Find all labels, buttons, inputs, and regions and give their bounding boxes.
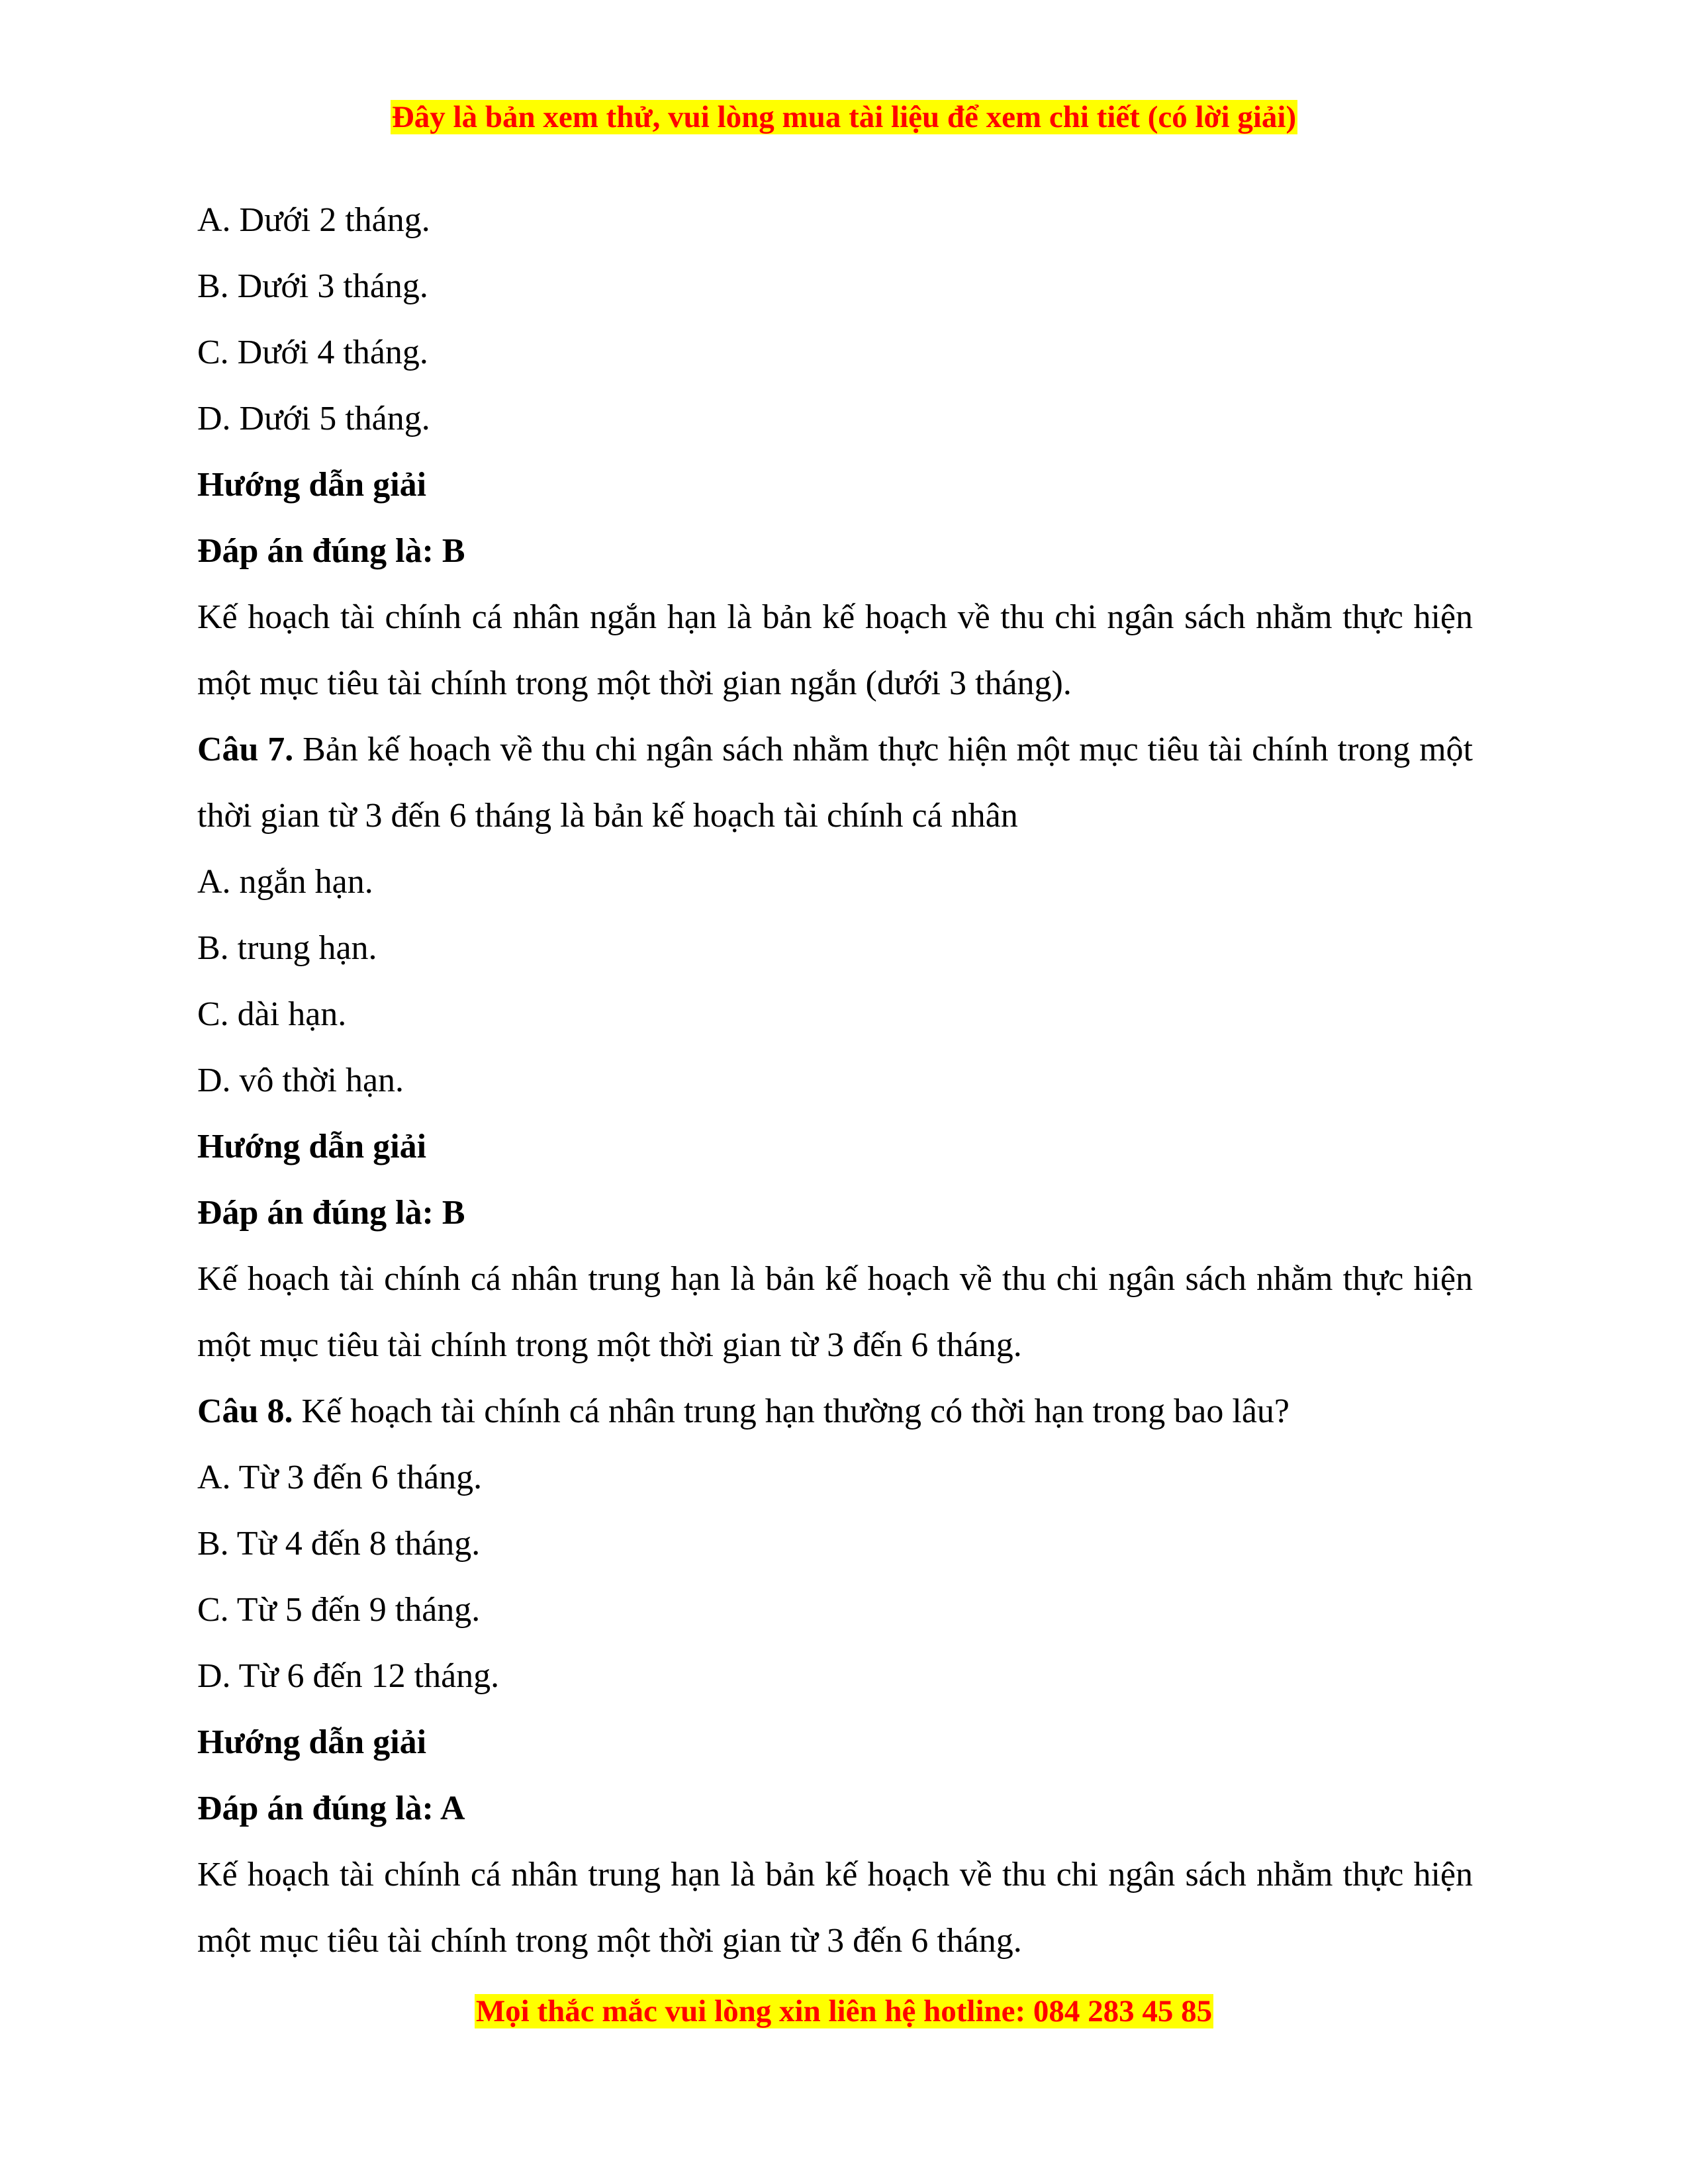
question-label: Câu 8.	[197, 1392, 293, 1430]
question-text	[197, 1379, 1473, 1445]
question-8-block	[197, 1379, 1473, 1974]
document-body	[197, 187, 1473, 1974]
explanation: Kế hoạch tài chính cá nhân ngắn hạn là bản kế hoạch về thu chi ngân sách nhằm thực hiện một mục tiêu tài chính trong một thời gian ngắn (dưới 3 tháng).	[197, 598, 1473, 702]
option-b: B. Dưới 3 tháng.	[197, 267, 428, 305]
question-stem: Bản kế hoạch về thu chi ngân sách nhằm thực hiện một mục tiêu tài chính trong một thời gian từ 3 đến 6 tháng là bản kế hoạch tài chính cá nhân	[197, 731, 1473, 835]
guide-heading: Hướng dẫn giải	[197, 1723, 427, 1761]
preview-notice-text: Đây là bản xem thử, vui lòng mua tài liệu để xem chi tiết (có lời giải)	[391, 100, 1297, 134]
option-d: D. Từ 6 đến 12 tháng.	[197, 1657, 500, 1695]
correct-answer: Đáp án đúng là: A	[197, 1790, 465, 1827]
preview-notice-banner	[0, 99, 1688, 135]
explanation: Kế hoạch tài chính cá nhân trung hạn là bản kế hoạch về thu chi ngân sách nhằm thực hiện một mục tiêu tài chính trong một thời gian từ 3 đến 6 tháng.	[197, 1856, 1473, 1960]
question-label: Câu 7.	[197, 731, 294, 768]
option-a: A. Từ 3 đến 6 tháng.	[197, 1459, 483, 1496]
explanation: Kế hoạch tài chính cá nhân trung hạn là bản kế hoạch về thu chi ngân sách nhằm thực hiện một mục tiêu tài chính trong một thời gian từ 3 đến 6 tháng.	[197, 1260, 1473, 1364]
hotline-notice-text: Mọi thắc mắc vui lòng xin liên hệ hotline: 084 283 45 85	[475, 1994, 1213, 2028]
option-a: A. Dưới 2 tháng.	[197, 201, 430, 239]
option-d: D. Dưới 5 tháng.	[197, 400, 430, 437]
question-stem: Kế hoạch tài chính cá nhân trung hạn thường có thời hạn trong bao lâu?	[293, 1392, 1289, 1430]
hotline-notice-banner	[0, 1993, 1688, 2029]
option-d: D. vô thời hạn.	[197, 1062, 404, 1099]
question-7-block	[197, 717, 1473, 1379]
question-6-block	[197, 187, 1473, 717]
question-text	[197, 717, 1473, 849]
correct-answer: Đáp án đúng là: B	[197, 532, 465, 570]
guide-heading: Hướng dẫn giải	[197, 466, 427, 504]
option-c: C. Dưới 4 tháng.	[197, 334, 428, 371]
option-b: B. Từ 4 đến 8 tháng.	[197, 1525, 481, 1563]
option-a: A. ngắn hạn.	[197, 863, 373, 901]
option-b: B. trung hạn.	[197, 929, 377, 967]
option-c: C. dài hạn.	[197, 995, 347, 1033]
guide-heading: Hướng dẫn giải	[197, 1128, 427, 1165]
correct-answer: Đáp án đúng là: B	[197, 1194, 465, 1232]
option-c: C. Từ 5 đến 9 tháng.	[197, 1591, 481, 1629]
